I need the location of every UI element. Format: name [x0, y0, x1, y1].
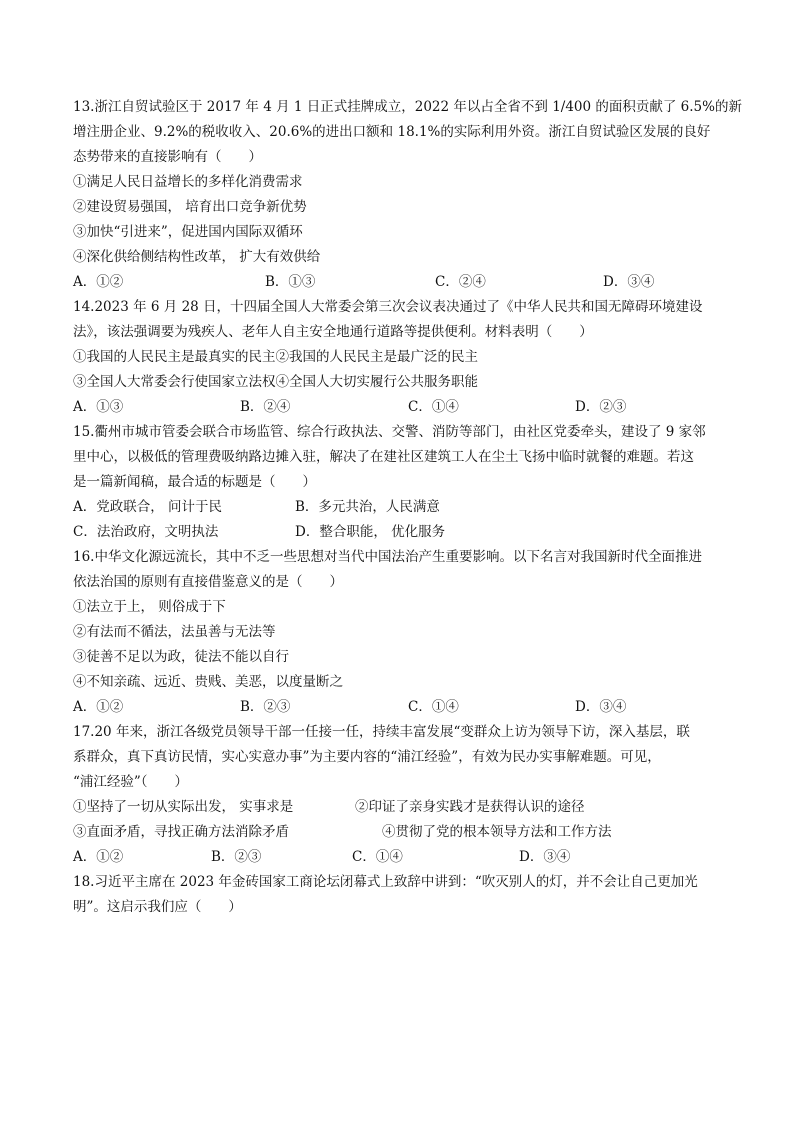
question-stem-line: 系群众，真下真访民情，实心实意办事”为主要内容的“浦江经验”，有效为民办实事解难题。可见， — [73, 749, 661, 765]
option-b: B．②③ — [240, 699, 291, 715]
question-stem-line: 17.20 年来，浙江各级党员领导干部一任接一任，持续丰富发展“变群众上访为领导下访，深入基层，联 — [73, 724, 690, 740]
answer-options-row-1 — [73, 495, 723, 520]
statement-item: ①法立于上， 则俗成于下 — [73, 599, 226, 615]
statement-item: ③加快“引进来”，促进国内国际双循环 — [73, 224, 303, 240]
option-d: D．③④ — [519, 849, 571, 865]
option-d: D．③④ — [575, 699, 627, 715]
question-16 — [73, 545, 723, 720]
option-c: C．①④ — [408, 699, 459, 715]
question-stem-line: 14.2023 年 6 月 28 日，十四届全国人大常委会第三次会议表决通过了《中华人民共和国无障碍环境建设 — [73, 299, 703, 315]
statement-item: ②建设贸易强国， 培育出口竞争新优势 — [73, 199, 307, 215]
option-d: D．整合职能， 优化服务 — [295, 524, 446, 540]
question-stem-line: 明”。这启示我们应（ ） — [73, 899, 242, 915]
answer-options-row-2 — [73, 520, 723, 545]
option-b: B．②③ — [211, 849, 262, 865]
option-c: C．①④ — [408, 399, 459, 415]
option-c: C．法治政府，文明执法 — [73, 524, 219, 540]
question-stem-line: 13.浙江自贸试验区于 2017 年 4 月 1 日正式挂牌成立，2022 年以占全省不到 1/400 的面积贡献了 6.5%的新 — [73, 99, 742, 115]
question-list — [73, 95, 742, 920]
question-18 — [73, 870, 723, 920]
statement-item: ④不知亲疏、远近、贵贱、美恶，以度量断之 — [73, 674, 343, 690]
answer-options — [73, 845, 723, 870]
option-a: A．党政联合， 问计于民 — [73, 499, 223, 515]
question-stem-line: 依法治国的原则有直接借鉴意义的是（ ） — [73, 574, 343, 590]
statement-item: ④深化供给侧结构性改革， 扩大有效供给 — [73, 249, 321, 265]
statement-item: ①坚持了一切从实际出发， 实事求是 — [73, 799, 294, 815]
question-stem-line: 法》，该法强调要为残疾人、老年人自主安全地通行道路等提供便利。材料表明（ ） — [73, 324, 593, 340]
question-stem-line: “浦江经验”（ ） — [73, 774, 189, 790]
option-d: D．②③ — [575, 399, 627, 415]
statement-item: ④贯彻了党的根本领导方法和工作方法 — [382, 824, 612, 840]
statement-item: ①满足人民日益增长的多样化消费需求 — [73, 174, 303, 190]
question-14 — [73, 295, 723, 420]
option-b: B．②④ — [240, 399, 291, 415]
question-stem-line: 增注册企业、9.2%的税收收入、20.6%的进出口额和 18.1%的实际利用外资。浙江自贸试验区发展的良好 — [73, 124, 711, 140]
option-c: C．①④ — [352, 849, 403, 865]
question-stem-line: 里中心，以极低的管理费吸纳路边摊入驻，解决了在建社区建筑工人在尘土飞扬中临时就餐的难题。若这 — [73, 449, 694, 465]
statement-row-1 — [73, 795, 723, 820]
question-17 — [73, 720, 723, 870]
question-15 — [73, 420, 723, 545]
option-b: B．多元共治，人民满意 — [295, 499, 440, 515]
question-13 — [73, 95, 742, 295]
answer-options — [73, 270, 723, 295]
answer-options — [73, 695, 723, 720]
statement-item: ②有法而不循法，法虽善与无法等 — [73, 624, 276, 640]
option-b: B．①③ — [265, 274, 316, 290]
option-a: A．①② — [73, 849, 124, 865]
statement-item: ①我国的人民民主是最真实的民主②我国的人民民主是最广泛的民主 — [73, 349, 478, 365]
option-a: A．①② — [73, 699, 124, 715]
statement-item: ③全国人大常委会行使国家立法权④全国人大切实履行公共服务职能 — [73, 374, 478, 390]
option-c: C．②④ — [435, 274, 486, 290]
statement-item: ③直面矛盾，寻找正确方法消除矛盾 — [73, 824, 289, 840]
option-a: A．①③ — [73, 399, 124, 415]
statement-item: ③徒善不足以为政，徒法不能以自行 — [73, 649, 289, 665]
statement-item: ②印证了亲身实践才是获得认识的途径 — [355, 799, 585, 815]
option-a: A．①② — [73, 274, 124, 290]
question-stem-line: 是一篇新闻稿，最合适的标题是（ ） — [73, 474, 316, 490]
question-stem-line: 18.习近平主席在 2023 年金砖国家工商论坛闭幕式上致辞中讲到：“吹灭别人的灯，并不会让自己更加光 — [73, 874, 698, 890]
question-stem-line: 16.中华文化源远流长，其中不乏一些思想对当代中国法治产生重要影响。以下名言对我国新时代全面推进 — [73, 549, 702, 565]
question-stem-line: 15.衢州市城市管委会联合市场监管、综合行政执法、交警、消防等部门，由社区党委牵头，建设了 9 家邻 — [73, 424, 706, 440]
option-d: D．③④ — [603, 274, 655, 290]
answer-options — [73, 395, 723, 420]
question-stem-line: 态势带来的直接影响有（ ） — [73, 149, 262, 165]
statement-row-2 — [73, 820, 723, 845]
